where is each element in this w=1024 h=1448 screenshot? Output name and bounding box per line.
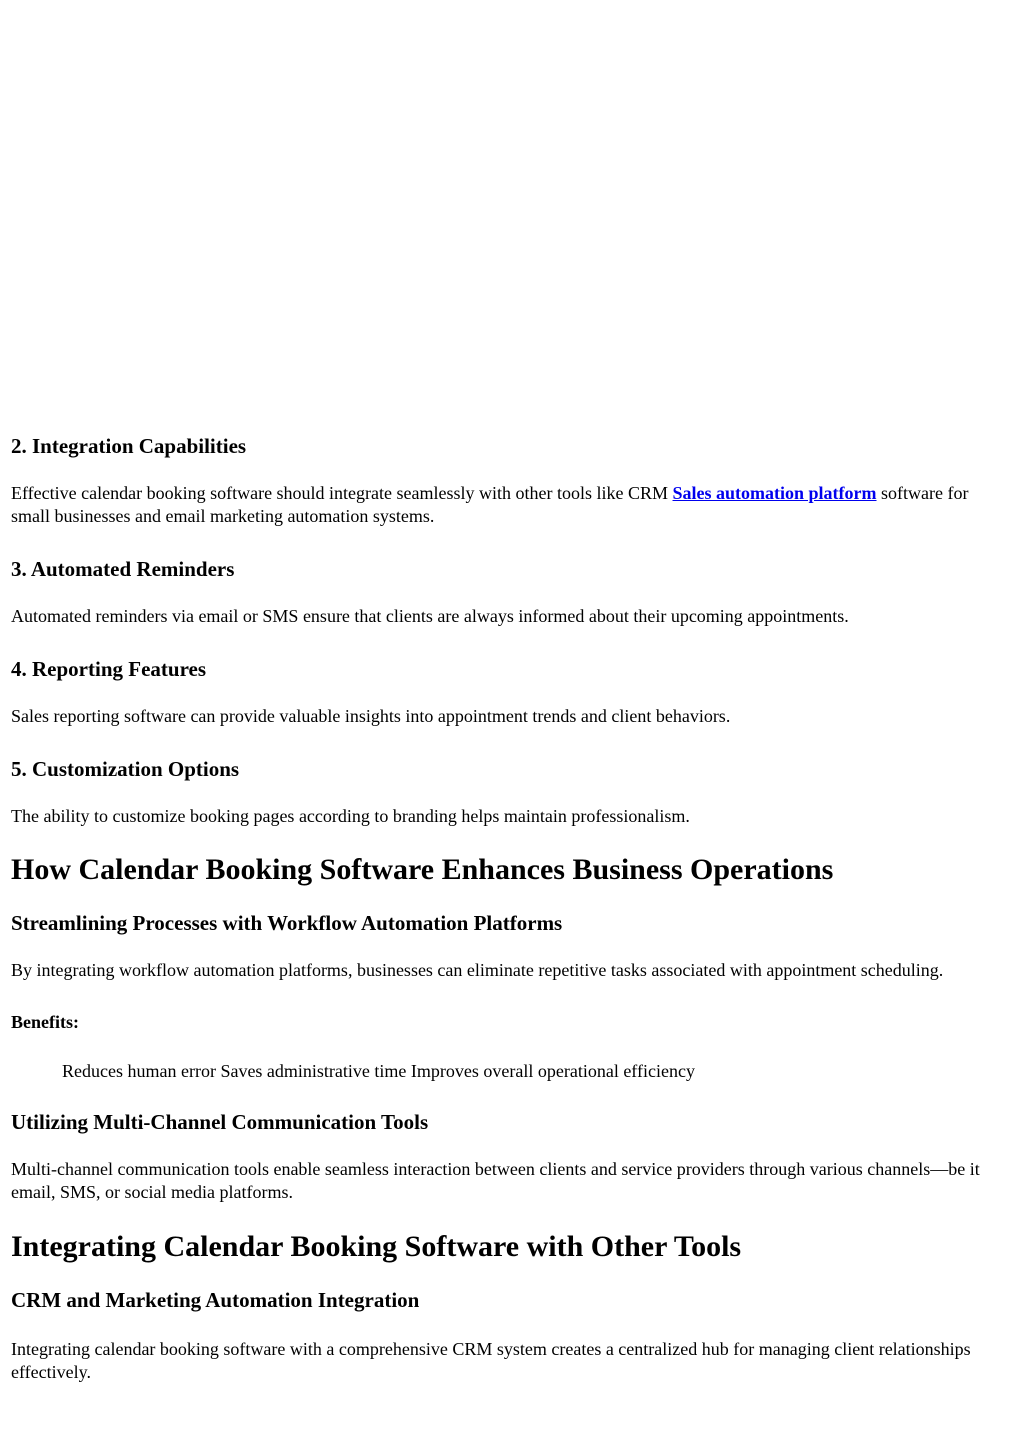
multichannel-paragraph: Multi-channel communication tools enable seamless interaction between clients and service providers through various channels—be it email, SMS, or social media platforms.: [11, 1159, 980, 1202]
benefits-list: Reduces human error Saves administrative time Improves overall operational efficiency: [62, 1061, 695, 1081]
integration-text-after: software for small businesses and email marketing automation systems.: [11, 483, 969, 526]
sales-automation-platform-link[interactable]: Sales automation platform: [672, 483, 877, 503]
integration-paragraph: [11, 482, 1011, 528]
reminders-paragraph: Automated reminders via email or SMS ensure that clients are always informed about their upcoming appointments.: [11, 606, 849, 626]
workflow-heading: Streamlining Processes with Workflow Automation Platforms: [11, 911, 563, 935]
customization-paragraph: The ability to customize booking pages according to branding helps maintain professionalism.: [11, 806, 690, 826]
multichannel-heading: Utilizing Multi-Channel Communication Tools: [11, 1110, 429, 1134]
enhances-heading: How Calendar Booking Software Enhances Business Operations: [11, 853, 834, 886]
reporting-paragraph: Sales reporting software can provide valuable insights into appointment trends and client behaviors.: [11, 706, 731, 726]
reminders-heading: 3. Automated Reminders: [11, 557, 235, 581]
customization-heading: 5. Customization Options: [11, 757, 240, 781]
crm-paragraph: Integrating calendar booking software with a comprehensive CRM system creates a centralized hub for managing client relationships effectively.: [11, 1339, 971, 1382]
reporting-heading: 4. Reporting Features: [11, 657, 206, 681]
integration-heading: 2. Integration Capabilities: [11, 434, 247, 458]
integrating-heading: Integrating Calendar Booking Software with Other Tools: [11, 1230, 742, 1263]
blank-area: [11, 0, 1011, 430]
crm-heading: CRM and Marketing Automation Integration: [11, 1288, 420, 1312]
integration-text-before: Effective calendar booking software should integrate seamlessly with other tools like CRM: [11, 483, 673, 503]
workflow-paragraph: By integrating workflow automation platforms, businesses can eliminate repetitive tasks associated with appointment scheduling.: [11, 960, 944, 980]
benefits-label: Benefits:: [11, 1012, 79, 1032]
document-page: [11, 0, 1011, 1384]
